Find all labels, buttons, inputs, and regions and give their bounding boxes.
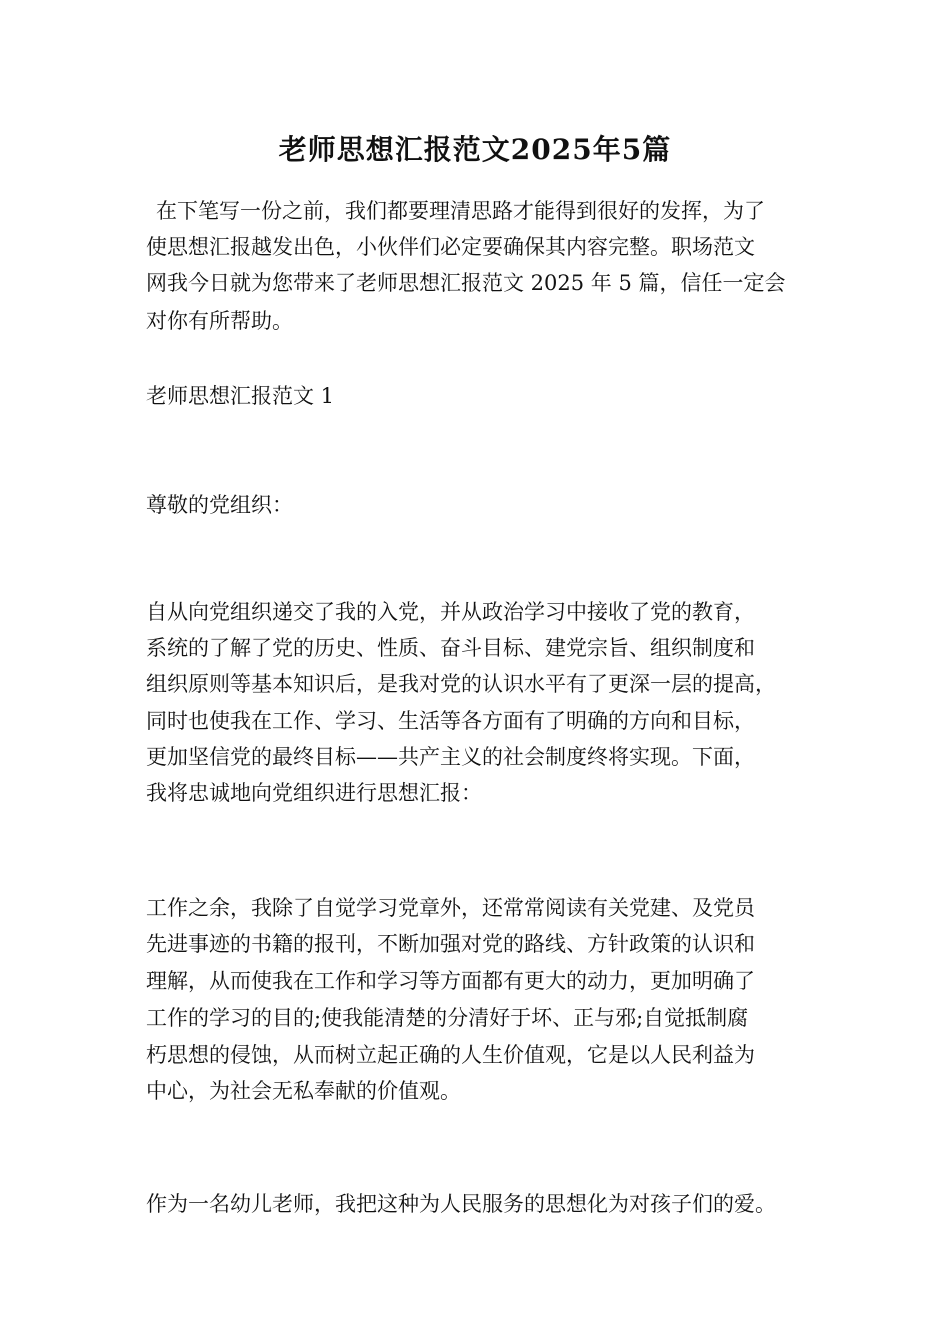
paragraph-line: 我将忠诚地向党组织进行思想汇报： xyxy=(146,781,482,805)
salutation: 尊敬的党组织： xyxy=(146,493,293,517)
paragraph-line: 组织原则等基本知识后，是我对党的认识水平有了更深一层的提高， xyxy=(146,672,776,696)
paragraph-line: 更加坚信党的最终目标——共产主义的社会制度终将实现。下面， xyxy=(146,745,755,769)
intro-line: 网我今日就为您带来了老师思想汇报范文 2025 年 5 篇，信任一定会 xyxy=(146,271,786,295)
intro-line: 对你有所帮助。 xyxy=(146,309,293,333)
paragraph-line: 系统的了解了党的历史、性质、奋斗目标、建党宗旨、组织制度和 xyxy=(146,636,755,660)
paragraph-line: 自从向党组织递交了我的入党，并从政治学习中接收了党的教育， xyxy=(146,600,755,624)
intro-line: 使思想汇报越发出色，小伙伴们必定要确保其内容完整。职场范文 xyxy=(146,235,755,259)
paragraph-line: 先进事迹的书籍的报刊，不断加强对党的路线、方针政策的认识和 xyxy=(146,932,755,956)
intro-line: 在下笔写一份之前，我们都要理清思路才能得到很好的发挥，为了 xyxy=(156,199,765,223)
section-heading: 老师思想汇报范文 1 xyxy=(146,384,335,408)
paragraph-line: 同时也使我在工作、学习、生活等各方面有了明确的方向和目标， xyxy=(146,709,755,733)
paragraph-line: 工作之余，我除了自觉学习党章外，还常常阅读有关党建、及党员 xyxy=(146,896,755,920)
paragraph-line: 中心，为社会无私奉献的价值观。 xyxy=(146,1079,461,1103)
paragraph-line: 理解，从而使我在工作和学习等方面都有更大的动力，更加明确了 xyxy=(146,969,755,993)
document-title: 老师思想汇报范文2025年5篇 xyxy=(278,133,672,166)
paragraph-line: 工作的学习的目的;使我能清楚的分清好于坏、正与邪;自觉抵制腐 xyxy=(146,1006,749,1030)
paragraph-line: 朽思想的侵蚀，从而树立起正确的人生价值观，它是以人民利益为 xyxy=(146,1043,755,1067)
paragraph-line: 作为一名幼儿老师，我把这种为人民服务的思想化为对孩子们的爱。 xyxy=(146,1192,776,1216)
